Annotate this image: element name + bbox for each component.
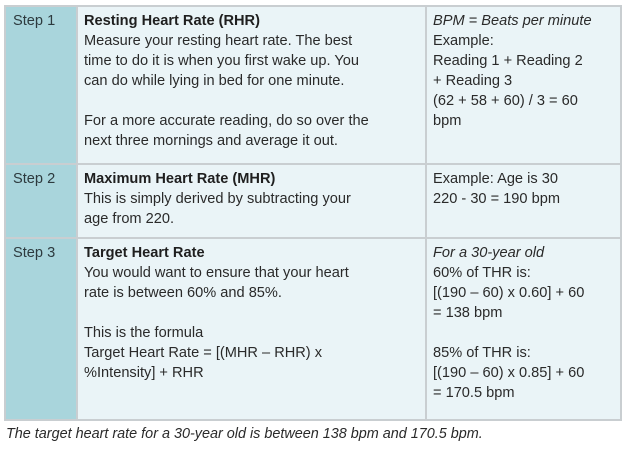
heart-rate-steps-table bbox=[4, 5, 622, 421]
description-line: Measure your resting heart rate. The best bbox=[84, 33, 353, 49]
table-row-step-2 bbox=[5, 164, 621, 238]
step-title: Target Heart Rate bbox=[84, 245, 205, 261]
example-line: bpm bbox=[433, 113, 462, 129]
example-line: 60% of THR is: bbox=[433, 265, 531, 281]
example-line: [(190 – 60) x 0.60] + 60 bbox=[433, 285, 585, 301]
description-line: time to do it is when you first wake up. You bbox=[84, 53, 360, 69]
example-note: BPM = Beats per minute bbox=[433, 13, 592, 29]
example-line: = 138 bpm bbox=[433, 305, 503, 321]
paragraph-gap bbox=[433, 323, 614, 343]
description-line: can do while lying in bed for one minute. bbox=[84, 73, 345, 89]
description-line: This is simply derived by subtracting your bbox=[84, 191, 351, 207]
paragraph-gap bbox=[84, 91, 419, 111]
example-note: For a 30-year old bbox=[433, 245, 545, 261]
example-line: Reading 1 + Reading 2 bbox=[433, 53, 583, 69]
example-cell bbox=[426, 6, 621, 164]
example-line: Example: bbox=[433, 33, 494, 49]
description-line: next three mornings and average it out. bbox=[84, 133, 338, 149]
table-row-step-1 bbox=[5, 6, 621, 164]
paragraph-gap bbox=[84, 303, 419, 323]
description-cell bbox=[77, 238, 426, 420]
example-line: Example: Age is 30 bbox=[433, 171, 558, 187]
example-line: [(190 – 60) x 0.85] + 60 bbox=[433, 365, 585, 381]
example-cell bbox=[426, 164, 621, 238]
step-label-cell bbox=[5, 164, 77, 238]
formula-line: Target Heart Rate = [(MHR – RHR) x bbox=[84, 345, 323, 361]
description-line: For a more accurate reading, do so over the bbox=[84, 113, 369, 129]
description-line: You would want to ensure that your heart bbox=[84, 265, 349, 281]
example-line: 85% of THR is: bbox=[433, 345, 531, 361]
description-cell bbox=[77, 164, 426, 238]
table-caption: The target heart rate for a 30-year old is between 138 bpm and 170.5 bpm. bbox=[6, 426, 483, 442]
step-label: Step 1 bbox=[13, 13, 56, 29]
step-title: Resting Heart Rate (RHR) bbox=[84, 13, 260, 29]
step-title: Maximum Heart Rate (MHR) bbox=[84, 171, 276, 187]
example-line: 220 - 30 = 190 bpm bbox=[433, 191, 560, 207]
table-row-step-3 bbox=[5, 238, 621, 420]
description-line: rate is between 60% and 85%. bbox=[84, 285, 282, 301]
example-line: + Reading 3 bbox=[433, 73, 513, 89]
example-cell bbox=[426, 238, 621, 420]
step-label-cell bbox=[5, 238, 77, 420]
formula-line: %Intensity] + RHR bbox=[84, 365, 204, 381]
description-line: age from 220. bbox=[84, 211, 175, 227]
step-label-cell bbox=[5, 6, 77, 164]
step-label: Step 3 bbox=[13, 245, 56, 261]
example-line: (62 + 58 + 60) / 3 = 60 bbox=[433, 93, 578, 109]
step-label: Step 2 bbox=[13, 171, 56, 187]
description-line: This is the formula bbox=[84, 325, 204, 341]
description-cell bbox=[77, 6, 426, 164]
example-line: = 170.5 bpm bbox=[433, 385, 515, 401]
